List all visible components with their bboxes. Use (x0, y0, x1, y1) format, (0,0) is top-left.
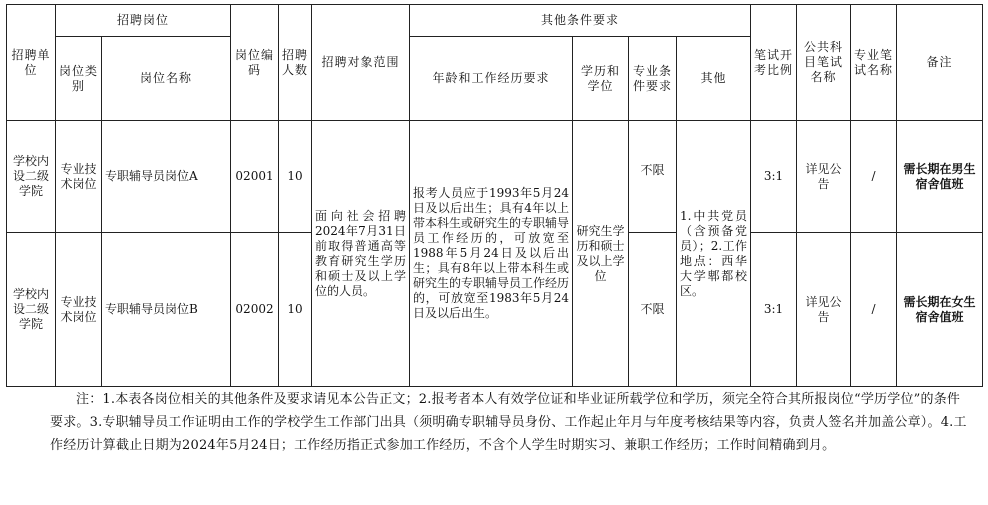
header-age-exp: 年龄和工作经历要求 (410, 37, 573, 121)
table-row (7, 121, 983, 233)
header-degree: 学历和学位 (573, 37, 629, 121)
row-post-code: 02002 (231, 233, 279, 387)
row-ratio: 3:1 (751, 233, 797, 387)
row-category: 专业技术岗位 (56, 233, 102, 387)
row-category: 专业技术岗位 (56, 121, 102, 233)
other-requirement: 1.中共党员（含预备党员）；2.工作地点：西华大学郫都校区。 (677, 121, 751, 387)
header-unit: 招聘单位 (7, 5, 56, 121)
header-post-name: 岗位名称 (102, 37, 231, 121)
row-major: 不限 (629, 233, 677, 387)
row-remark: 需长期在女生宿舍值班 (897, 233, 983, 387)
row-post-code: 02001 (231, 121, 279, 233)
row-major: 不限 (629, 121, 677, 233)
target-scope: 面向社会招聘2024年7月31日前取得普通高等教育研究生学历和硕士及以上学位的人员。 (312, 121, 410, 387)
header-post-category: 岗位类别 (56, 37, 102, 121)
row-post-name: 专职辅导员岗位B (102, 233, 231, 387)
row-headcount: 10 (279, 121, 312, 233)
row-remark: 需长期在男生宿舍值班 (897, 121, 983, 233)
age-experience-requirement: 报考人员应于1993年5月24日及以后出生；具有4年以上带本科生或研究生的专职辅导员工作经历的，可放宽至1988年5月24日及以后出生；具有8年以上带本科生或研究生的专职辅导员工作经历的，可放宽至1983年5月24日及以后出生。 (410, 121, 573, 387)
header-remark: 备注 (897, 5, 983, 121)
header-public-exam: 公共科目笔试名称 (797, 5, 851, 121)
row-headcount: 10 (279, 233, 312, 387)
degree-requirement: 研究生学历和硕士及以上学位 (573, 121, 629, 387)
row-major-exam: / (851, 121, 897, 233)
header-ratio: 笔试开考比例 (751, 5, 797, 121)
row-unit: 学校内设二级学院 (7, 121, 56, 233)
header-target: 招聘对象范围 (312, 5, 410, 121)
row-public-exam: 详见公告 (797, 121, 851, 233)
row-post-name: 专职辅导员岗位A (102, 121, 231, 233)
header-post-group: 招聘岗位 (56, 5, 231, 37)
header-other: 其他 (677, 37, 751, 121)
footnote: 注：1.本表各岗位相关的其他条件及要求请见本公告正文；2.报考者本人有效学位证和毕业证所载学位和学历，须完全符合其所报岗位“学历学位”的条件要求。3.专职辅导员工作证明由工作的学校学生工作部门出具（须明确专职辅导员身份、工作起止年月与年度考核结果等内容，负责人签名并加盖公章）。4.工作经历计算截止日期为2024年5月24日；工作经历指正式参加工作经历，不含个人学生时期实习、兼职工作经历；工作时间精确到月。 (50, 392, 967, 453)
recruitment-table (6, 4, 983, 387)
row-public-exam: 详见公告 (797, 233, 851, 387)
header-major-exam: 专业笔试名称 (851, 5, 897, 121)
header-other-group: 其他条件要求 (410, 5, 751, 37)
row-unit: 学校内设二级学院 (7, 233, 56, 387)
header-major: 专业条件要求 (629, 37, 677, 121)
header-post-code: 岗位编码 (231, 5, 279, 121)
row-major-exam: / (851, 233, 897, 387)
row-ratio: 3:1 (751, 121, 797, 233)
header-headcount: 招聘人数 (279, 5, 312, 121)
